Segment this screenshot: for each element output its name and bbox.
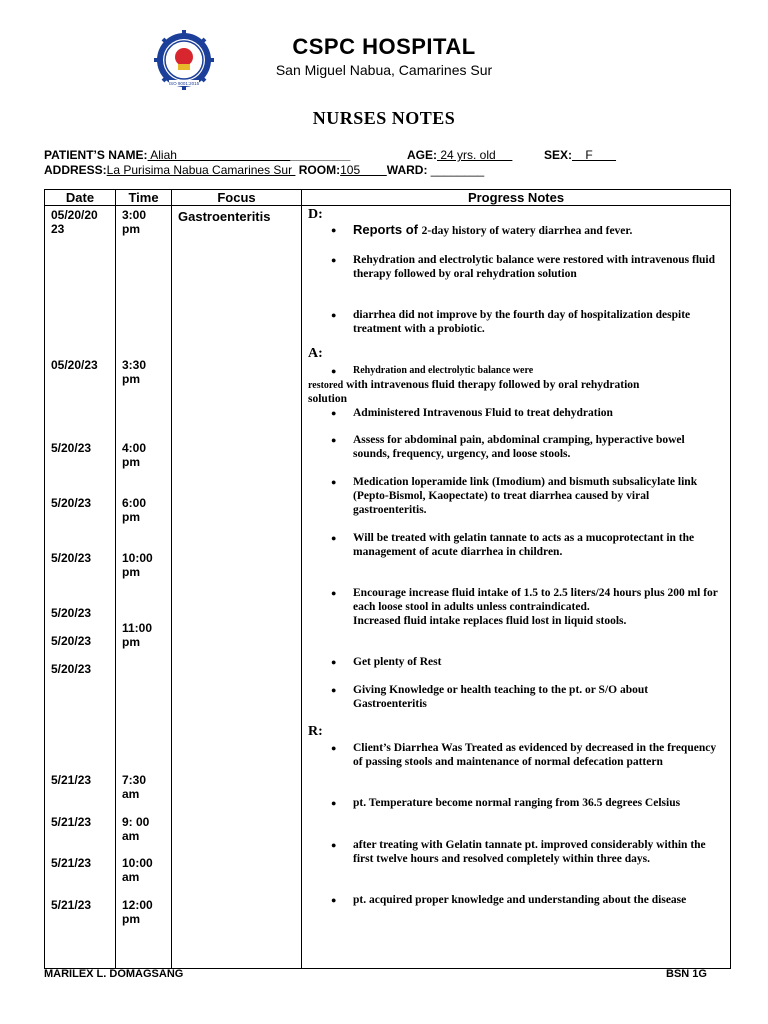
ward-value: ________ <box>427 163 485 177</box>
note-item <box>353 223 723 238</box>
logo-text: ISO 9001:2015 <box>168 81 200 86</box>
header-progress-notes: Progress Notes <box>302 190 731 206</box>
note-item: ● Get plenty of Rest <box>353 655 723 669</box>
note-text: Increased fluid intake replaces fluid lost in liquid stools. <box>353 615 627 627</box>
note-item: ● Administered Intravenous Fluid to treat dehydration <box>353 406 723 420</box>
sex-line <box>544 148 616 162</box>
note-lead: Reports of <box>353 222 422 237</box>
time-entry: 10:00 pm <box>122 551 153 579</box>
date-entry: 5/20/23 <box>51 496 92 510</box>
sex-label: SEX: <box>544 148 573 162</box>
ward-label: WARD: <box>386 163 428 177</box>
note-item: ● diarrhea did not improve by the fourth day of hospitalization despite treatment with a probiotic. <box>353 308 723 336</box>
date-entry: 5/20/23 <box>51 606 92 620</box>
header-time: Time <box>116 190 172 206</box>
page-title: NURSES NOTES <box>312 108 456 128</box>
note-item <box>353 586 723 628</box>
note-item: ● Rehydration and electrolytic balance were <box>353 364 723 378</box>
note-continuation: solution <box>308 393 347 405</box>
hospital-address: San Miguel Nabua, Camarines Sur <box>275 62 493 78</box>
date-column <box>45 206 116 969</box>
time-entry: 10:00 am <box>122 856 153 884</box>
date-entry: 05/20/23 <box>51 358 98 372</box>
focus-entry: Gastroenteritis <box>178 209 271 224</box>
date-entry: 5/21/23 <box>51 773 92 787</box>
date-entry: 5/20/23 <box>51 441 92 455</box>
data-section-label: D: <box>308 207 323 222</box>
date-entry: 5/21/23 <box>51 856 92 870</box>
header-focus: Focus <box>172 190 302 206</box>
room-value: 105 <box>340 163 387 177</box>
note-item: ● Medication loperamide link (Imodium) and bismuth subsalicylate link (Pepto-Bismol, Kaopectate) to treat diarrhea caused by viral gastroenteritis. <box>353 475 723 517</box>
patient-name-value: Aliah <box>147 148 291 162</box>
time-entry: 6:00 pm <box>122 496 147 524</box>
note-item: ● Will be treated with gelatin tannate to acts as a mucoprotectant in the management of acute diarrhea in children. <box>353 531 723 559</box>
note-item: ● Giving Knowledge or health teaching to the pt. or S/O about Gastroenteritis <box>353 683 723 711</box>
note-item: ● Client’s Diarrhea Was Treated as evidenced by decreased in the frequency of passing stools and maintenance of normal defecation pattern <box>353 741 723 769</box>
address-label: ADDRESS: <box>44 163 107 177</box>
date-entry: 5/20/23 <box>51 551 92 565</box>
date-entry: 5/21/23 <box>51 898 92 912</box>
time-entry: 3:30 pm <box>122 358 147 386</box>
table-header-row <box>45 190 731 206</box>
footer-course: BSN 1G <box>666 968 707 980</box>
date-entry: 5/21/23 <box>51 815 92 829</box>
sex-value: F <box>572 148 617 162</box>
date-entry: 05/20/20 23 <box>51 208 98 236</box>
address-value: La Purisima Nabua Camarines Sur <box>106 163 296 177</box>
time-entry: 3:00 pm <box>122 208 147 236</box>
patient-name-blank: _________ <box>290 148 351 162</box>
focus-column <box>172 206 302 969</box>
hospital-name: CSPC HOSPITAL <box>292 34 476 59</box>
note-text: Encourage increase fluid intake of 1.5 to 2.5 liters/24 hours plus 200 ml for each loose stool in adults unless contraindicated. <box>353 587 718 613</box>
time-entry: 4:00 pm <box>122 441 147 469</box>
time-entry: 12:00 pm <box>122 898 153 926</box>
date-entry: 5/20/23 <box>51 662 92 676</box>
progress-notes-column <box>302 206 731 969</box>
age-line <box>407 148 512 162</box>
note-item: ● after treating with Gelatin tannate pt. improved considerably within the first twelve hours and resolved completely within three days. <box>353 838 723 866</box>
header-date: Date <box>45 190 116 206</box>
note-item: ● pt. acquired proper knowledge and understanding about the disease <box>353 893 723 907</box>
patient-name-line <box>44 148 350 162</box>
note-continuation <box>308 378 723 393</box>
note-text: 2-day history of watery diarrhea and fever. <box>421 225 633 237</box>
response-section-label: R: <box>308 724 323 739</box>
patient-name-label: PATIENT’S NAME: <box>44 148 148 162</box>
time-entry: 11:00 pm <box>122 621 153 649</box>
date-entry: 5/20/23 <box>51 634 92 648</box>
table-row <box>45 206 731 969</box>
note-word: restored <box>308 380 344 391</box>
action-section-label: A: <box>308 346 323 361</box>
note-item: ● Assess for abdominal pain, abdominal cramping, hyperactive bowel sounds, frequency, urgency, and loose stools. <box>353 433 723 461</box>
age-label: AGE: <box>407 148 437 162</box>
room-label: ROOM: <box>298 163 341 177</box>
note-text: with intravenous fluid therapy followed by oral rehydration <box>343 379 640 391</box>
time-column <box>116 206 172 969</box>
nurses-notes-table <box>44 189 731 969</box>
note-item: ● Rehydration and electrolytic balance were restored with intravenous fluid therapy followed by oral rehydration solution <box>353 253 723 281</box>
address-line <box>44 163 484 177</box>
age-value: 24 yrs. old <box>437 148 513 162</box>
footer-name: MARILEX L. DOMAGSANG <box>44 968 184 980</box>
time-entry: 7:30 am <box>122 773 147 801</box>
time-entry: 9: 00 am <box>122 815 150 843</box>
note-item: ● pt. Temperature become normal ranging from 36.5 degrees Celsius <box>353 796 723 810</box>
